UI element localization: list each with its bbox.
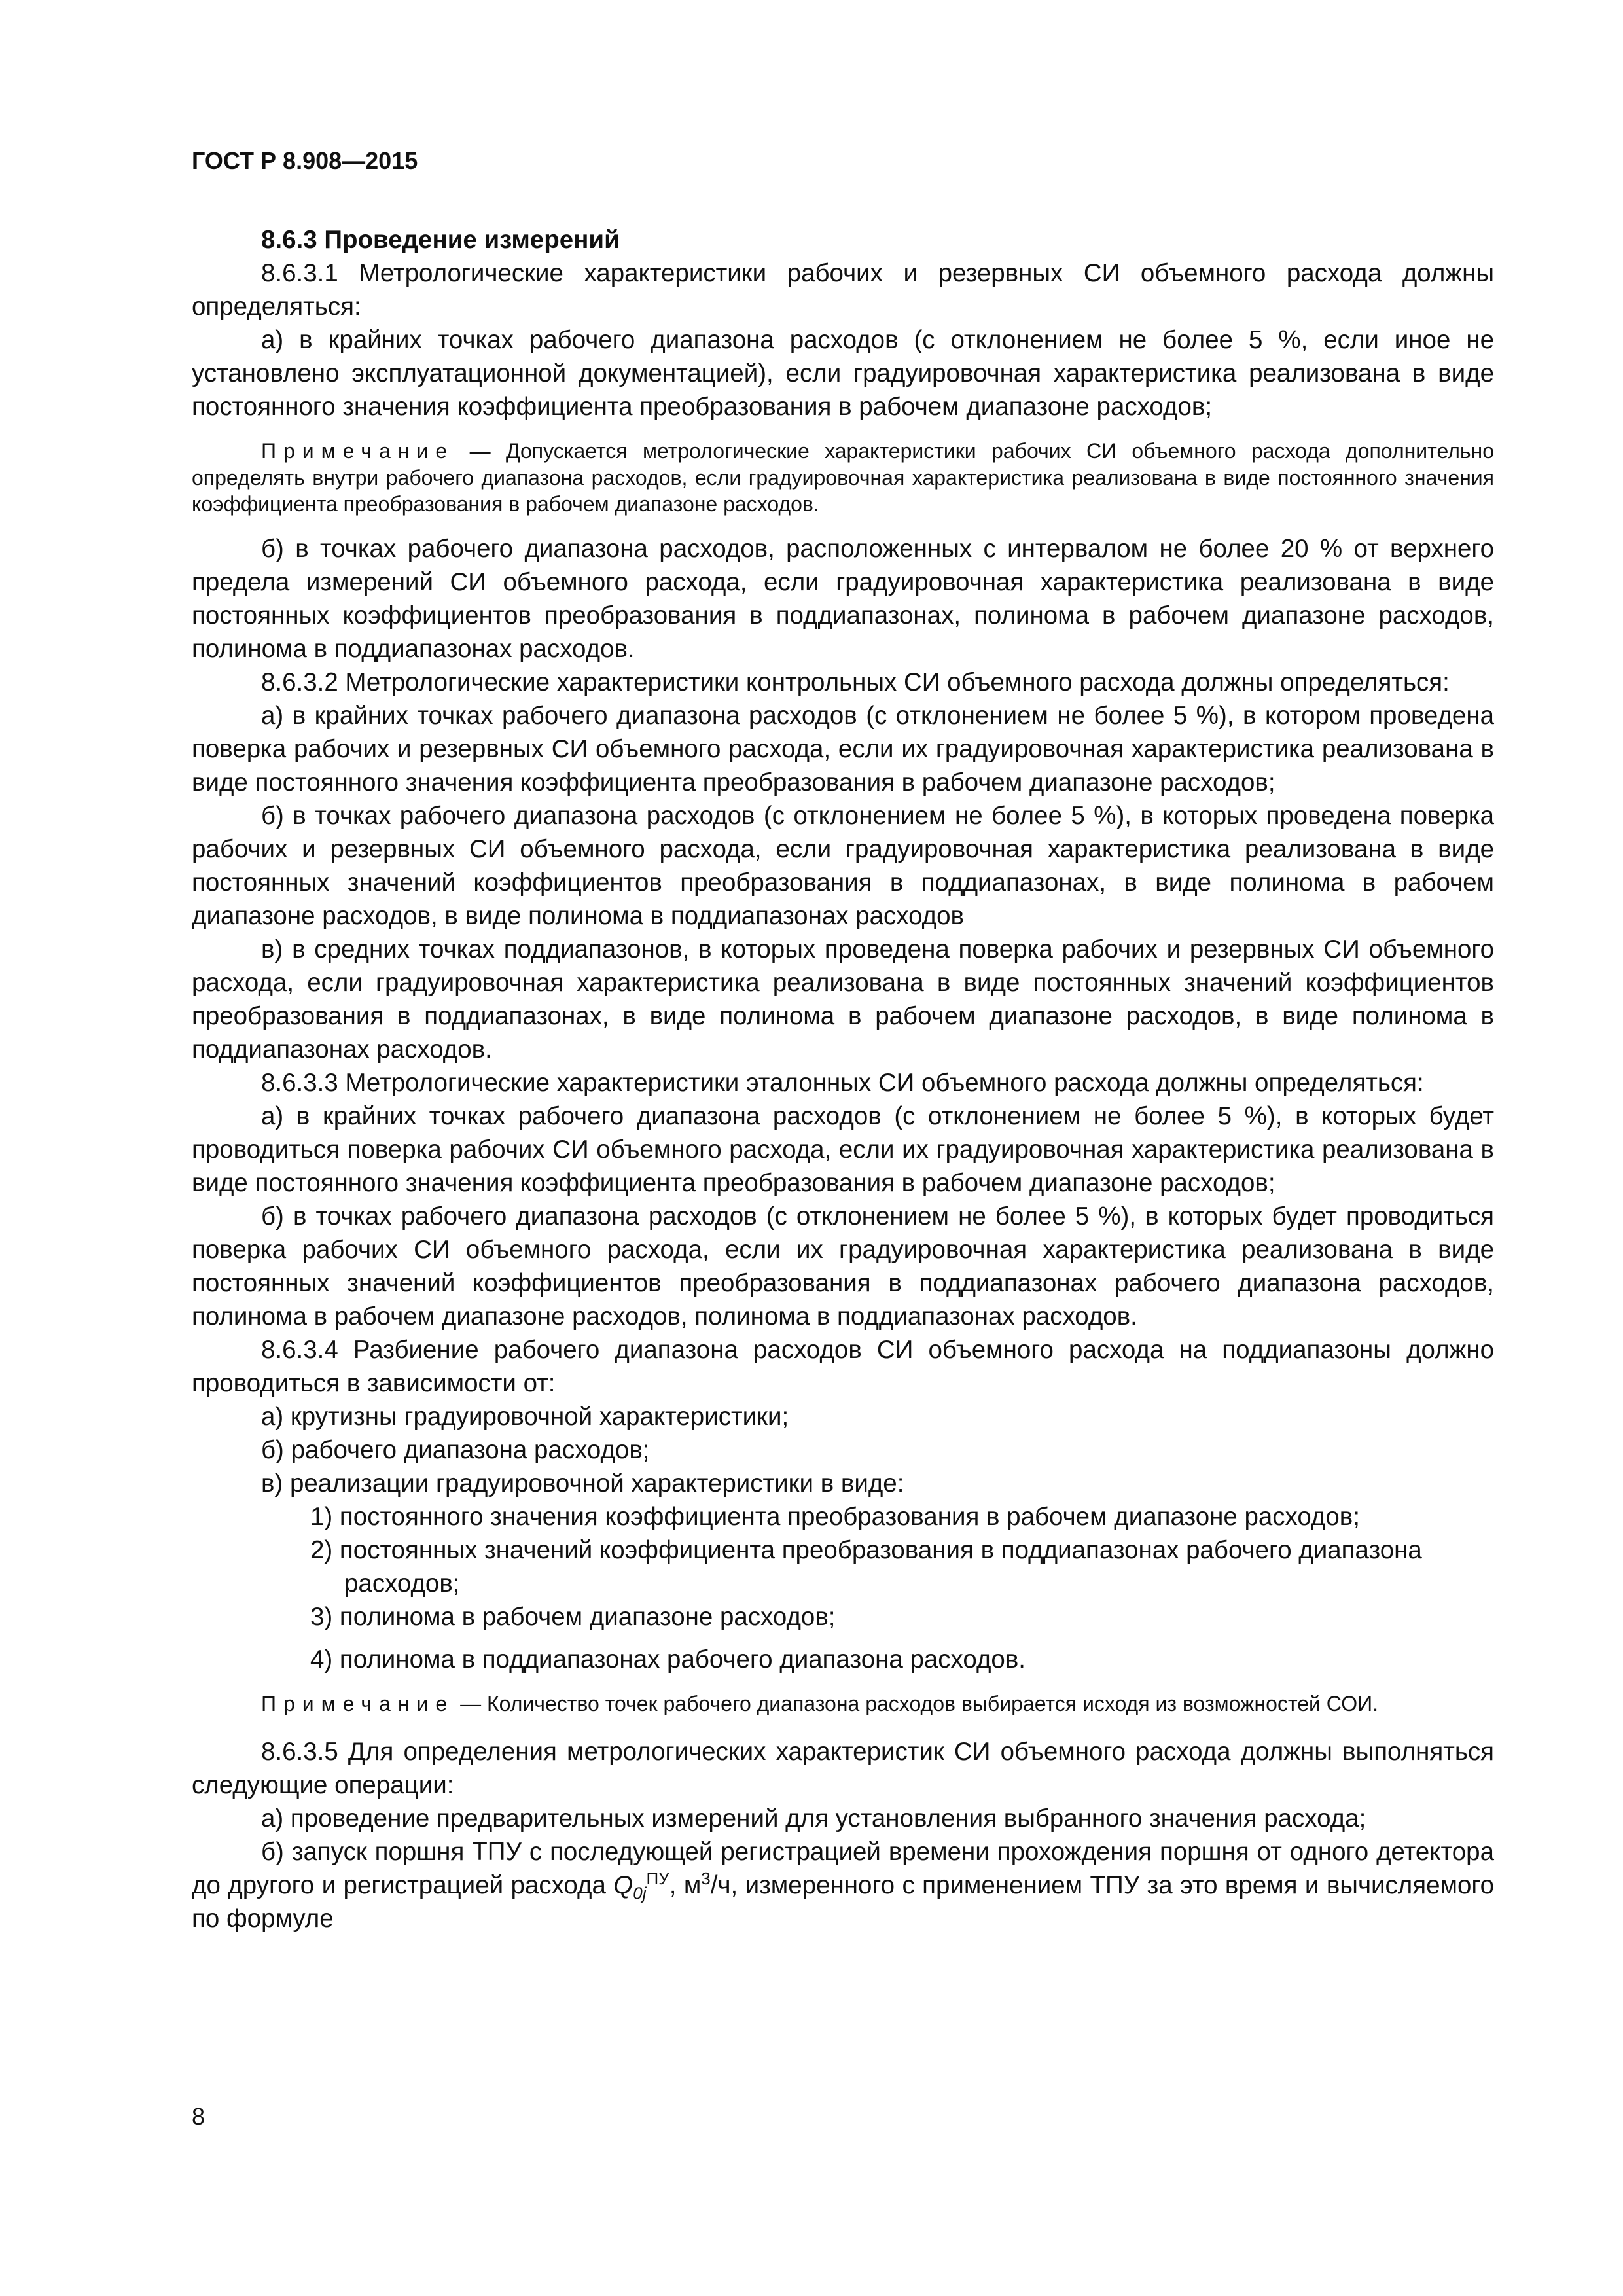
document-body — [192, 223, 1494, 1935]
note-text: — Количество точек рабочего диапазона расходов выбирается исходя из возможностей СОИ. — [454, 1691, 1378, 1715]
paragraph-8-6-3-3: 8.6.3.3 Метрологические характеристики эталонных СИ объемного расхода должны определяться: — [261, 1068, 1424, 1097]
note-text: — Допускается метрологические характеристики рабочих СИ объемного расхода дополнительно определять внутри рабочего диапазона расходов, если градуировочная характеристика реализована в виде постоянного значения коэффициента преобразования в рабочем диапазоне расходов. — [192, 439, 1494, 516]
note-label: Примечание — [261, 1691, 455, 1715]
paragraph-8-6-3-2: 8.6.3.2 Метрологические характеристики контрольных СИ объемного расхода должны определяться: — [261, 668, 1450, 696]
paragraph-8-6-3-5-a: а) проведение предварительных измерений для установления выбранного значения расхода; — [261, 1804, 1366, 1833]
paragraph-8-6-3-4: 8.6.3.4 Разбиение рабочего диапазона расходов СИ объемного расхода на поддиапазоны должно проводиться в зависимости от: — [192, 1335, 1494, 1397]
paragraph-8-6-3-4-a: а) крутизны градуировочной характеристики; — [261, 1402, 789, 1431]
list-item: 1) постоянного значения коэффициента преобразования в рабочем диапазоне расходов; — [310, 1502, 1360, 1531]
note-2 — [192, 1691, 1494, 1717]
paragraph-8-6-3-1-a: а) в крайних точках рабочего диапазона расходов (с отклонением не более 5 %, если иное не установлено эксплуатационной документацией), если градуировочная характеристика реализована в виде постоянного значения коэффициента преобразования в рабочем диапазоне расходов; — [192, 326, 1494, 421]
list-item: 3) полинома в рабочем диапазоне расходов; — [310, 1602, 836, 1631]
section-title: 8.6.3 Проведение измерений — [261, 226, 620, 254]
flow-rate-subscript: 0j — [633, 1883, 647, 1903]
paragraph-8-6-3-3-a: а) в крайних точках рабочего диапазона расходов (с отклонением не более 5 %), в которых будет проводиться поверка рабочих СИ объемного расхода, если их градуировочная характеристика реализована в виде постоянного значения коэффициента преобразования в рабочем диапазоне расходов; — [192, 1102, 1494, 1197]
list-item: 4) полинома в поддиапазонах рабочего диапазона расходов. — [310, 1645, 1026, 1674]
list-item: 2) постоянных значений коэффициента преобразования в поддиапазонах рабочего диапазона расходов; — [310, 1535, 1422, 1598]
paragraph-8-6-3-2-a: а) в крайних точках рабочего диапазона расходов (с отклонением не более 5 %), в котором проведена поверка рабочих и резервных СИ объемного расхода, если их градуировочная характеристика реализована в виде постоянного значения коэффициента преобразования в рабочем диапазоне расходов; — [192, 701, 1494, 797]
unit-exponent: 3 — [701, 1869, 711, 1889]
paragraph-8-6-3-4-v: в) реализации градуировочной характеристики в виде: — [261, 1469, 904, 1498]
paragraph-text: /ч, измеренного с применением ТПУ за это время и вычисляемого по формуле — [192, 1871, 1494, 1933]
paragraph-text: б) запуск поршня ТПУ с последующей регистрацией времени прохождения поршня от одного детектора до другого и регистрацией расхода — [192, 1838, 1494, 1899]
unit-text: , м — [669, 1871, 702, 1899]
paragraph-8-6-3-3-b: б) в точках рабочего диапазона расходов (с отклонением не более 5 %), в которых будет проводиться поверка рабочих СИ объемного расхода, если их градуировочная характеристика реализована в виде постоянных значений коэффициентов преобразования в поддиапазонах рабочего диапазона расходов, полинома в рабочем диапазоне расходов, полинома в поддиапазонах расходов. — [192, 1202, 1494, 1331]
document-header: ГОСТ Р 8.908—2015 — [192, 147, 418, 174]
flow-rate-symbol: Q — [613, 1871, 633, 1899]
paragraph-8-6-3-4-b: б) рабочего диапазона расходов; — [261, 1435, 650, 1464]
note-1 — [192, 438, 1494, 518]
note-label: Примечание — [261, 439, 455, 463]
paragraph-8-6-3-1-b: б) в точках рабочего диапазона расходов, расположенных с интервалом не более 20 % от верхнего предела измерений СИ объемного расхода, если градуировочная характеристика реализована в виде постоянных коэффициентов преобразования в поддиапазонах, полинома в рабочем диапазоне расходов, полинома в поддиапазонах расходов. — [192, 534, 1494, 663]
paragraph-8-6-3-5-b — [192, 1835, 1494, 1935]
paragraph-8-6-3-1: 8.6.3.1 Метрологические характеристики рабочих и резервных СИ объемного расхода должны определяться: — [192, 259, 1494, 321]
flow-rate-superscript: ПУ — [646, 1869, 669, 1889]
page-number: 8 — [192, 2103, 205, 2130]
paragraph-8-6-3-2-b: б) в точках рабочего диапазона расходов (с отклонением не более 5 %), в которых проведена поверка рабочих и резервных СИ объемного расхода, если градуировочная характеристика реализована в виде постоянных значений коэффициентов преобразования в поддиапазонах, в виде полинома в рабочем диапазоне расходов, в виде полинома в поддиапазонах расходов — [192, 801, 1494, 930]
paragraph-8-6-3-5: 8.6.3.5 Для определения метрологических характеристик СИ объемного расхода должны выполняться следующие операции: — [192, 1738, 1494, 1799]
paragraph-8-6-3-2-v: в) в средних точках поддиапазонов, в которых проведена поверка рабочих и резервных СИ объемного расхода, если градуировочная характеристика реализована в виде постоянных значений коэффициентов преобразования в поддиапазонах, в виде полинома в рабочем диапазоне расходов, в виде полинома в поддиапазонах расходов. — [192, 935, 1494, 1064]
